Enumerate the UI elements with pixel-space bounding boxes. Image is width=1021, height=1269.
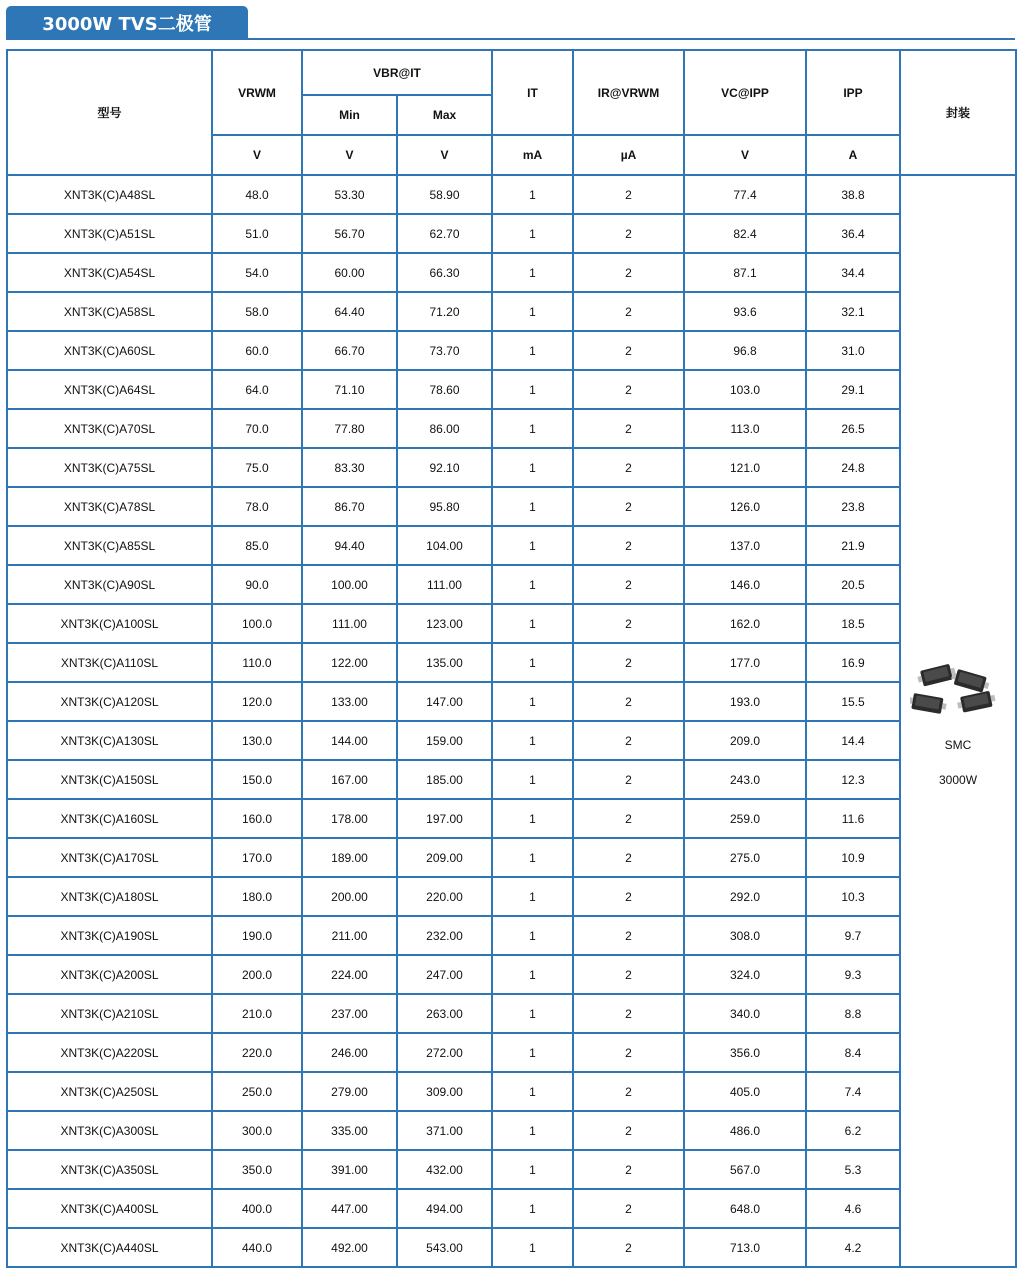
cell-vbr-min: 71.10 [302,370,397,409]
cell-vrwm: 110.0 [212,643,302,682]
cell-it: 1 [492,214,573,253]
cell-vbr-max: 66.30 [397,253,492,292]
cell-model: XNT3K(C)A51SL [7,214,212,253]
cell-vc: 405.0 [684,1072,806,1111]
cell-vbr-max: 73.70 [397,331,492,370]
smc-package-icon [910,653,1006,721]
cell-vbr-max: 62.70 [397,214,492,253]
cell-vrwm: 200.0 [212,955,302,994]
cell-vbr-max: 494.00 [397,1189,492,1228]
cell-model: XNT3K(C)A210SL [7,994,212,1033]
title-divider [6,38,1015,40]
cell-it: 1 [492,565,573,604]
cell-vrwm: 250.0 [212,1072,302,1111]
header-model: 型号 [7,50,212,175]
cell-vrwm: 51.0 [212,214,302,253]
cell-vrwm: 75.0 [212,448,302,487]
cell-model: XNT3K(C)A75SL [7,448,212,487]
cell-ir: 2 [573,1189,684,1228]
cell-vrwm: 300.0 [212,1111,302,1150]
header-ipp: IPP [806,50,900,135]
cell-vbr-max: 58.90 [397,175,492,214]
cell-vbr-max: 159.00 [397,721,492,760]
cell-ipp: 31.0 [806,331,900,370]
unit-ir: µA [573,135,684,175]
table-row [7,994,1016,1033]
cell-vbr-max: 309.00 [397,1072,492,1111]
unit-max: V [397,135,492,175]
table-row [7,409,1016,448]
cell-ir: 2 [573,487,684,526]
cell-ir: 2 [573,604,684,643]
cell-ipp: 18.5 [806,604,900,643]
cell-it: 1 [492,643,573,682]
table-row [7,838,1016,877]
table-row [7,526,1016,565]
cell-ipp: 12.3 [806,760,900,799]
cell-vbr-min: 237.00 [302,994,397,1033]
cell-vbr-min: 200.00 [302,877,397,916]
header-it: IT [492,50,573,135]
cell-vc: 713.0 [684,1228,806,1267]
cell-vc: 209.0 [684,721,806,760]
cell-vrwm: 160.0 [212,799,302,838]
cell-vc: 243.0 [684,760,806,799]
table-row [7,214,1016,253]
cell-vbr-min: 144.00 [302,721,397,760]
cell-vc: 275.0 [684,838,806,877]
cell-ipp: 36.4 [806,214,900,253]
cell-model: XNT3K(C)A120SL [7,682,212,721]
cell-vrwm: 90.0 [212,565,302,604]
cell-it: 1 [492,292,573,331]
cell-ir: 2 [573,1150,684,1189]
cell-vbr-max: 432.00 [397,1150,492,1189]
cell-it: 1 [492,994,573,1033]
unit-vrwm: V [212,135,302,175]
cell-vbr-min: 66.70 [302,331,397,370]
cell-ir: 2 [573,1111,684,1150]
cell-ipp: 5.3 [806,1150,900,1189]
package-cell [900,175,1016,1267]
cell-ir: 2 [573,877,684,916]
cell-model: XNT3K(C)A350SL [7,1150,212,1189]
cell-vrwm: 48.0 [212,175,302,214]
unit-min: V [302,135,397,175]
cell-vc: 259.0 [684,799,806,838]
cell-it: 1 [492,604,573,643]
cell-ipp: 14.4 [806,721,900,760]
cell-model: XNT3K(C)A200SL [7,955,212,994]
cell-ir: 2 [573,760,684,799]
cell-ipp: 10.3 [806,877,900,916]
cell-vc: 308.0 [684,916,806,955]
cell-model: XNT3K(C)A190SL [7,916,212,955]
table-row [7,487,1016,526]
cell-ir: 2 [573,916,684,955]
cell-vrwm: 58.0 [212,292,302,331]
cell-model: XNT3K(C)A110SL [7,643,212,682]
cell-model: XNT3K(C)A54SL [7,253,212,292]
cell-vbr-min: 53.30 [302,175,397,214]
cell-it: 1 [492,253,573,292]
spec-table [6,49,1017,1268]
cell-vc: 486.0 [684,1111,806,1150]
cell-ir: 2 [573,331,684,370]
cell-model: XNT3K(C)A90SL [7,565,212,604]
cell-vbr-min: 246.00 [302,1033,397,1072]
cell-ipp: 16.9 [806,643,900,682]
cell-vbr-min: 211.00 [302,916,397,955]
table-row [7,1111,1016,1150]
cell-model: XNT3K(C)A150SL [7,760,212,799]
cell-vrwm: 220.0 [212,1033,302,1072]
cell-model: XNT3K(C)A58SL [7,292,212,331]
cell-ir: 2 [573,214,684,253]
table-row [7,1150,1016,1189]
cell-model: XNT3K(C)A250SL [7,1072,212,1111]
cell-ipp: 20.5 [806,565,900,604]
cell-vbr-min: 391.00 [302,1150,397,1189]
cell-model: XNT3K(C)A300SL [7,1111,212,1150]
cell-vbr-min: 56.70 [302,214,397,253]
cell-ir: 2 [573,1033,684,1072]
cell-ir: 2 [573,799,684,838]
cell-vc: 87.1 [684,253,806,292]
cell-ipp: 21.9 [806,526,900,565]
header-package: 封装 [900,50,1016,175]
cell-vbr-max: 185.00 [397,760,492,799]
table-row [7,1033,1016,1072]
cell-model: XNT3K(C)A70SL [7,409,212,448]
header-vbr-max: Max [397,95,492,135]
cell-vbr-max: 272.00 [397,1033,492,1072]
cell-vrwm: 54.0 [212,253,302,292]
cell-ir: 2 [573,292,684,331]
cell-vc: 324.0 [684,955,806,994]
cell-ipp: 4.6 [806,1189,900,1228]
header-vbr: VBR@IT [302,50,492,95]
unit-it: mA [492,135,573,175]
cell-ir: 2 [573,955,684,994]
cell-vbr-min: 122.00 [302,643,397,682]
table-row [7,1072,1016,1111]
cell-ipp: 8.4 [806,1033,900,1072]
cell-vbr-max: 111.00 [397,565,492,604]
table-row [7,604,1016,643]
cell-ir: 2 [573,253,684,292]
cell-ipp: 32.1 [806,292,900,331]
cell-it: 1 [492,1072,573,1111]
table-row [7,799,1016,838]
cell-vc: 340.0 [684,994,806,1033]
table-row [7,955,1016,994]
cell-vbr-min: 83.30 [302,448,397,487]
cell-vrwm: 120.0 [212,682,302,721]
cell-vc: 77.4 [684,175,806,214]
cell-vbr-min: 86.70 [302,487,397,526]
cell-vrwm: 180.0 [212,877,302,916]
cell-ipp: 4.2 [806,1228,900,1267]
cell-model: XNT3K(C)A100SL [7,604,212,643]
cell-ir: 2 [573,994,684,1033]
table-row [7,760,1016,799]
cell-model: XNT3K(C)A64SL [7,370,212,409]
cell-ir: 2 [573,175,684,214]
cell-ir: 2 [573,643,684,682]
cell-vrwm: 64.0 [212,370,302,409]
cell-it: 1 [492,1111,573,1150]
table-row [7,253,1016,292]
cell-vbr-max: 123.00 [397,604,492,643]
table-row [7,1228,1016,1267]
cell-vbr-max: 197.00 [397,799,492,838]
cell-ir: 2 [573,526,684,565]
cell-vrwm: 440.0 [212,1228,302,1267]
cell-vrwm: 70.0 [212,409,302,448]
cell-ipp: 7.4 [806,1072,900,1111]
cell-ir: 2 [573,448,684,487]
cell-vc: 177.0 [684,643,806,682]
header-ir: IR@VRWM [573,50,684,135]
cell-it: 1 [492,955,573,994]
table-row [7,1189,1016,1228]
header-vbr-min: Min [302,95,397,135]
cell-vc: 121.0 [684,448,806,487]
cell-vbr-min: 224.00 [302,955,397,994]
cell-it: 1 [492,877,573,916]
cell-it: 1 [492,448,573,487]
cell-it: 1 [492,760,573,799]
cell-vc: 103.0 [684,370,806,409]
cell-vrwm: 170.0 [212,838,302,877]
cell-ir: 2 [573,1072,684,1111]
cell-it: 1 [492,175,573,214]
cell-vbr-max: 247.00 [397,955,492,994]
cell-it: 1 [492,487,573,526]
cell-vbr-max: 135.00 [397,643,492,682]
cell-vbr-min: 335.00 [302,1111,397,1150]
cell-model: XNT3K(C)A170SL [7,838,212,877]
cell-model: XNT3K(C)A48SL [7,175,212,214]
cell-vrwm: 350.0 [212,1150,302,1189]
cell-model: XNT3K(C)A85SL [7,526,212,565]
cell-vrwm: 100.0 [212,604,302,643]
cell-vc: 113.0 [684,409,806,448]
cell-vbr-max: 543.00 [397,1228,492,1267]
cell-ipp: 11.6 [806,799,900,838]
cell-vc: 567.0 [684,1150,806,1189]
cell-ir: 2 [573,370,684,409]
cell-ipp: 15.5 [806,682,900,721]
cell-vbr-max: 78.60 [397,370,492,409]
cell-ipp: 24.8 [806,448,900,487]
cell-ipp: 23.8 [806,487,900,526]
cell-model: XNT3K(C)A400SL [7,1189,212,1228]
cell-it: 1 [492,721,573,760]
cell-ipp: 34.4 [806,253,900,292]
cell-ipp: 10.9 [806,838,900,877]
cell-vbr-max: 147.00 [397,682,492,721]
table-row [7,448,1016,487]
cell-it: 1 [492,370,573,409]
cell-ipp: 9.3 [806,955,900,994]
cell-vbr-min: 189.00 [302,838,397,877]
cell-vrwm: 60.0 [212,331,302,370]
cell-vc: 82.4 [684,214,806,253]
cell-vbr-min: 60.00 [302,253,397,292]
cell-ipp: 26.5 [806,409,900,448]
cell-vbr-max: 371.00 [397,1111,492,1150]
table-row [7,682,1016,721]
cell-model: XNT3K(C)A180SL [7,877,212,916]
cell-vbr-min: 100.00 [302,565,397,604]
cell-ipp: 6.2 [806,1111,900,1150]
cell-it: 1 [492,838,573,877]
cell-vc: 193.0 [684,682,806,721]
spec-table-body [7,175,1016,1267]
table-row [7,916,1016,955]
cell-ipp: 38.8 [806,175,900,214]
cell-vbr-max: 95.80 [397,487,492,526]
cell-vrwm: 400.0 [212,1189,302,1228]
cell-vbr-max: 92.10 [397,448,492,487]
cell-vbr-max: 209.00 [397,838,492,877]
cell-vrwm: 130.0 [212,721,302,760]
cell-vbr-max: 220.00 [397,877,492,916]
cell-it: 1 [492,331,573,370]
cell-model: XNT3K(C)A60SL [7,331,212,370]
package-name: SMC [944,737,972,752]
cell-model: XNT3K(C)A160SL [7,799,212,838]
cell-vbr-max: 104.00 [397,526,492,565]
cell-model: XNT3K(C)A440SL [7,1228,212,1267]
cell-vbr-min: 77.80 [302,409,397,448]
table-row [7,877,1016,916]
cell-vbr-max: 232.00 [397,916,492,955]
cell-vc: 137.0 [684,526,806,565]
table-row [7,565,1016,604]
cell-vbr-min: 178.00 [302,799,397,838]
cell-vrwm: 150.0 [212,760,302,799]
cell-vrwm: 85.0 [212,526,302,565]
cell-vbr-max: 71.20 [397,292,492,331]
cell-it: 1 [492,1189,573,1228]
unit-vc: V [684,135,806,175]
cell-vc: 126.0 [684,487,806,526]
cell-ir: 2 [573,682,684,721]
cell-vbr-min: 111.00 [302,604,397,643]
cell-vc: 162.0 [684,604,806,643]
cell-model: XNT3K(C)A220SL [7,1033,212,1072]
cell-vbr-min: 447.00 [302,1189,397,1228]
table-row [7,721,1016,760]
cell-vbr-min: 64.40 [302,292,397,331]
cell-vbr-max: 86.00 [397,409,492,448]
table-row [7,175,1016,214]
table-row [7,331,1016,370]
table-row [7,292,1016,331]
header-vc: VC@IPP [684,50,806,135]
cell-it: 1 [492,409,573,448]
cell-it: 1 [492,1033,573,1072]
cell-model: XNT3K(C)A130SL [7,721,212,760]
cell-vrwm: 190.0 [212,916,302,955]
cell-it: 1 [492,682,573,721]
cell-model: XNT3K(C)A78SL [7,487,212,526]
cell-it: 1 [492,1228,573,1267]
cell-it: 1 [492,526,573,565]
cell-it: 1 [492,916,573,955]
cell-it: 1 [492,1150,573,1189]
header-vrwm: VRWM [212,50,302,135]
cell-ir: 2 [573,838,684,877]
cell-vrwm: 78.0 [212,487,302,526]
cell-ir: 2 [573,565,684,604]
cell-vc: 292.0 [684,877,806,916]
cell-vbr-max: 263.00 [397,994,492,1033]
section-title: 3000W TVS二极管 [6,6,248,39]
cell-vbr-min: 492.00 [302,1228,397,1267]
cell-ipp: 8.8 [806,994,900,1033]
cell-vc: 96.8 [684,331,806,370]
cell-ipp: 29.1 [806,370,900,409]
cell-vc: 146.0 [684,565,806,604]
cell-ir: 2 [573,409,684,448]
cell-it: 1 [492,799,573,838]
cell-ir: 2 [573,1228,684,1267]
cell-ir: 2 [573,721,684,760]
cell-vbr-min: 94.40 [302,526,397,565]
table-row [7,643,1016,682]
cell-vrwm: 210.0 [212,994,302,1033]
cell-vc: 648.0 [684,1189,806,1228]
cell-ipp: 9.7 [806,916,900,955]
table-row [7,370,1016,409]
cell-vc: 356.0 [684,1033,806,1072]
cell-vbr-min: 279.00 [302,1072,397,1111]
cell-vc: 93.6 [684,292,806,331]
cell-vbr-min: 167.00 [302,760,397,799]
cell-vbr-min: 133.00 [302,682,397,721]
package-power: 3000W [939,772,978,787]
unit-ipp: A [806,135,900,175]
